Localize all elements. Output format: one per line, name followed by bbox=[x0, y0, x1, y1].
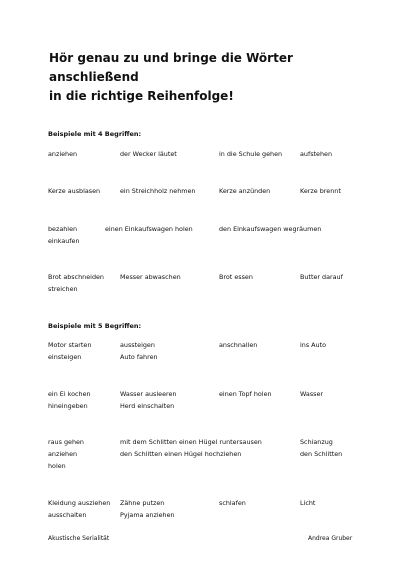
term: einsteigen bbox=[48, 353, 82, 361]
worksheet-title bbox=[49, 49, 379, 106]
term: Kerze brennt bbox=[300, 187, 341, 195]
term: in die Schule gehen bbox=[219, 150, 283, 158]
term: Schianzug bbox=[300, 438, 333, 446]
term: einkaufen bbox=[48, 237, 80, 245]
term: ins Auto bbox=[300, 341, 327, 349]
term: aussteigen bbox=[120, 341, 155, 349]
term: Brot essen bbox=[219, 273, 253, 281]
term: Brot abschneiden bbox=[48, 273, 104, 281]
footer-right: Andrea Gruber bbox=[308, 535, 353, 542]
term: einen Einkaufswagen holen bbox=[105, 225, 193, 233]
term: Messer abwaschen bbox=[120, 273, 181, 281]
term: Wasser bbox=[300, 390, 324, 398]
term: anschnallen bbox=[219, 341, 258, 349]
term: ein Ei kochen bbox=[48, 390, 91, 398]
term: den Schlitten einen Hügel hochziehen bbox=[120, 450, 242, 458]
term: aufstehen bbox=[300, 150, 333, 158]
term: hineingeben bbox=[48, 402, 88, 410]
title-line-1: Hör genau zu und bringe die Wörter anschließend bbox=[49, 51, 293, 84]
term: Wasser ausleeren bbox=[120, 390, 177, 398]
term: Kleidung ausziehen bbox=[48, 499, 111, 507]
term: anziehen bbox=[48, 450, 78, 458]
term: holen bbox=[48, 462, 66, 470]
term: Kerze ausblasen bbox=[48, 187, 101, 195]
term: schlafen bbox=[219, 499, 246, 507]
section-heading-5-terms: Beispiele mit 5 Begriffen: bbox=[48, 322, 142, 330]
term: Kerze anzünden bbox=[219, 187, 271, 195]
term: Pyjama anziehen bbox=[120, 511, 175, 519]
section-heading-4-terms: Beispiele mit 4 Begriffen: bbox=[48, 130, 142, 138]
term: mit dem Schlitten einen Hügel runtersausen bbox=[120, 438, 262, 446]
term: ein Streichholz nehmen bbox=[120, 187, 196, 195]
term: Zähne putzen bbox=[120, 499, 165, 507]
term: raus gehen bbox=[48, 438, 84, 446]
term: ausschalten bbox=[48, 511, 87, 519]
term: Licht bbox=[300, 499, 316, 507]
term: den Schlitten bbox=[300, 450, 343, 458]
term: streichen bbox=[48, 285, 78, 293]
term: den Einkaufswagen wegräumen bbox=[219, 225, 322, 233]
footer-left: Akustische Serialität bbox=[48, 535, 110, 542]
term: einen Topf holen bbox=[219, 390, 272, 398]
term: bezahlen bbox=[48, 225, 78, 233]
term: Butter darauf bbox=[300, 273, 343, 281]
title-line-2: in die richtige Reihenfolge! bbox=[49, 89, 234, 103]
term: anziehen bbox=[48, 150, 78, 158]
term: Auto fahren bbox=[120, 353, 158, 361]
term: Motor starten bbox=[48, 341, 92, 349]
term: Herd einschalten bbox=[120, 402, 175, 410]
term: der Wecker läutet bbox=[120, 150, 177, 158]
